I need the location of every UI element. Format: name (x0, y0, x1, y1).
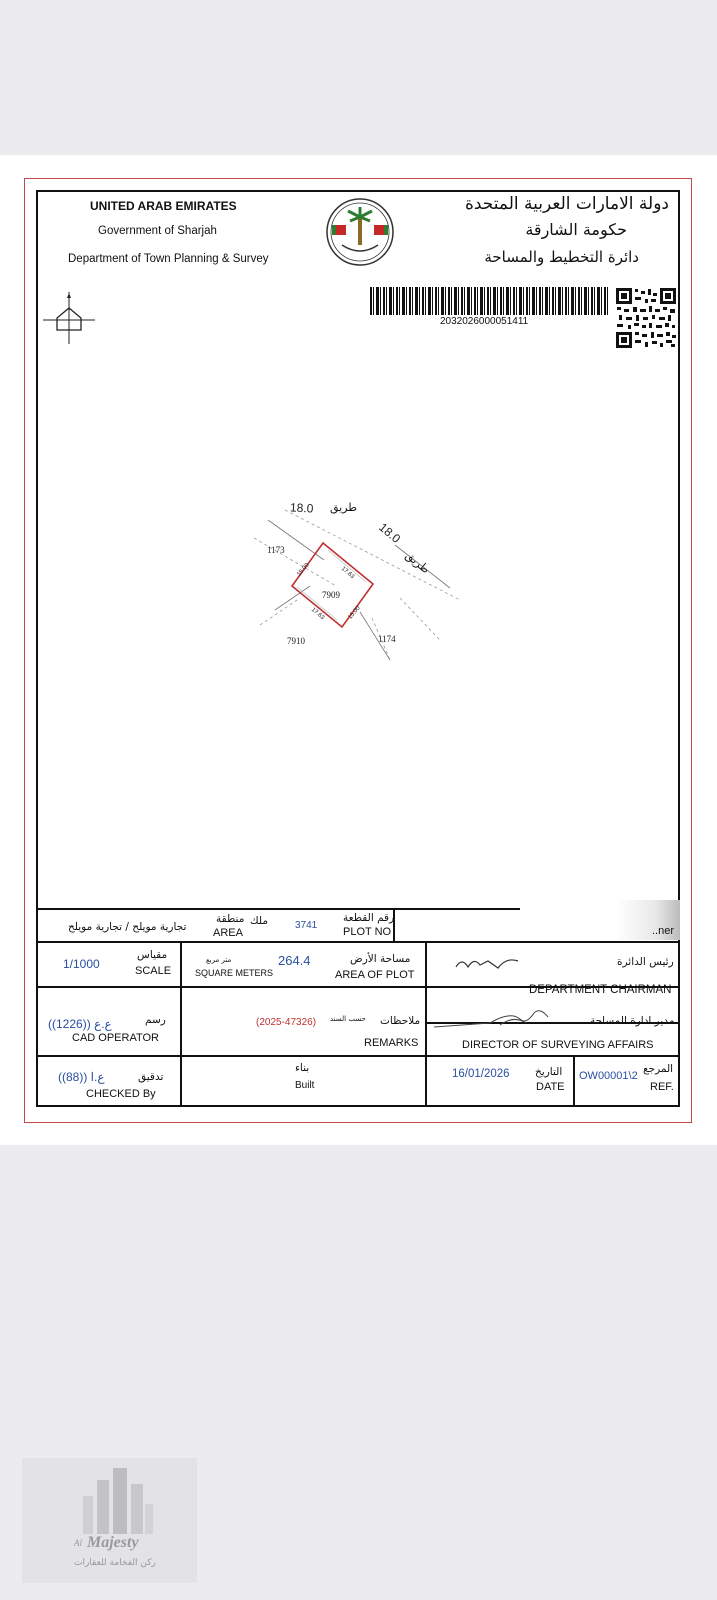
plot-dim-b: 17.63 (339, 565, 356, 581)
cad-operator-label-en: CAD OPERATOR (72, 1032, 159, 1044)
barcode (370, 287, 610, 315)
scale-value: 1/1000 (63, 957, 100, 971)
north-arrow-icon (40, 290, 98, 346)
remarks-prefix: حسب السند (330, 1015, 366, 1023)
brand-name: Majesty (87, 1534, 139, 1551)
chairman-label-en: DEPARTMENT CHAIRMAN (529, 984, 672, 996)
watermark-logo (22, 1458, 197, 1583)
header-department-ar: دائرة التخطيط والمساحة (484, 248, 639, 266)
table-col-line-2 (425, 941, 427, 1107)
chairman-signature (452, 953, 524, 973)
plot-dim-a: 15.00 (296, 562, 311, 578)
sqm-label-en: SQUARE METERS (195, 968, 274, 978)
director-label-ar: مدير ادارة المساحة (590, 1015, 675, 1027)
qr-code-icon (615, 287, 677, 349)
ownership-type: ملك (250, 915, 268, 927)
plot-dim-d: 15.00 (347, 605, 362, 621)
header-government-en: Government of Sharjah (98, 225, 217, 237)
built-label-en: Built (295, 1080, 315, 1091)
road-right-width: 18.0 (376, 520, 404, 546)
table-row-line-1 (36, 941, 680, 943)
date-value: 16/01/2026 (452, 1068, 510, 1080)
remarks-value: (2025-47326) (256, 1017, 317, 1028)
header-government-ar: حكومة الشارقة (525, 220, 627, 239)
table-col-line-ref (573, 1055, 575, 1107)
road-top-width: 18.0 (289, 500, 314, 516)
plot-no-value: 3741 (295, 920, 318, 931)
road-right-label: طريق (402, 548, 433, 577)
checked-by-value: ع.ا ((88)) (58, 1070, 105, 1084)
cad-operator-label-ar: رسم (145, 1014, 166, 1026)
header-country-ar: دولة الامارات العربية المتحدة (464, 194, 669, 214)
table-row-line-3 (36, 1055, 680, 1057)
area-value: تجارية مويلح / تجارية مويلح (68, 921, 187, 933)
neighbor-plot-7910: 7910 (287, 636, 305, 646)
uae-emblem-icon (320, 195, 400, 270)
checked-by-label-en: CHECKED By (86, 1088, 156, 1100)
area-label-ar: منطقة (216, 913, 245, 925)
ref-label-en: REF. (650, 1081, 674, 1093)
plot-number-label: 7909 (322, 590, 340, 600)
date-label-en: DATE (536, 1081, 565, 1093)
plot-plan-drawing (240, 490, 480, 680)
area-label-en: AREA (213, 927, 243, 939)
plot-area-label-en: AREA OF PLOT (335, 969, 415, 981)
checked-by-label-ar: تدقيق (138, 1071, 164, 1083)
header-country-en: UNITED ARAB EMIRATES (90, 199, 237, 213)
ref-label-ar: المرجع (643, 1063, 674, 1075)
building-logo-icon (77, 1466, 157, 1536)
brand-prefix: Al (74, 1538, 82, 1548)
scale-label-ar: مقياس (137, 949, 168, 961)
plot-no-label-en: PLOT NO (343, 926, 392, 938)
plot-no-label-ar: رقم القطعة (343, 912, 395, 924)
header-department-en: Department of Town Planning & Survey (68, 253, 269, 265)
owner-label-en: ..ner (652, 925, 675, 937)
sqm-label-ar: متر مربع (206, 956, 232, 964)
cad-operator-value: ع.ع ((1226)) (48, 1017, 112, 1031)
built-label-ar: بناء (295, 1062, 310, 1074)
chairman-label-ar: رئيس الدائرة (617, 956, 674, 968)
scale-label-en: SCALE (135, 965, 172, 977)
remarks-label-en: REMARKS (364, 1037, 419, 1049)
date-label-ar: التاريخ (535, 1066, 563, 1078)
plot-area-label-ar: مساحة الأرض (350, 953, 411, 965)
table-col-line-1 (180, 941, 182, 1107)
brand-tagline: ركن الفخامة للعقارات (74, 1558, 156, 1568)
ref-value: OW00001\2 (579, 1070, 638, 1082)
table-top-line (36, 908, 522, 910)
remarks-label-ar: ملاحظات (380, 1015, 421, 1027)
neighbor-plot-1174: 1174 (378, 634, 396, 644)
road-top-label: طريق (330, 501, 358, 514)
director-signature (430, 1005, 560, 1031)
director-label-en: DIRECTOR OF SURVEYING AFFAIRS (462, 1039, 654, 1051)
plot-dim-c: 17.63 (309, 606, 326, 622)
plot-area-value: 264.4 (278, 953, 311, 968)
barcode-number: 2032026000051411 (440, 316, 529, 327)
neighbor-plot-1173: 1173 (267, 545, 285, 555)
